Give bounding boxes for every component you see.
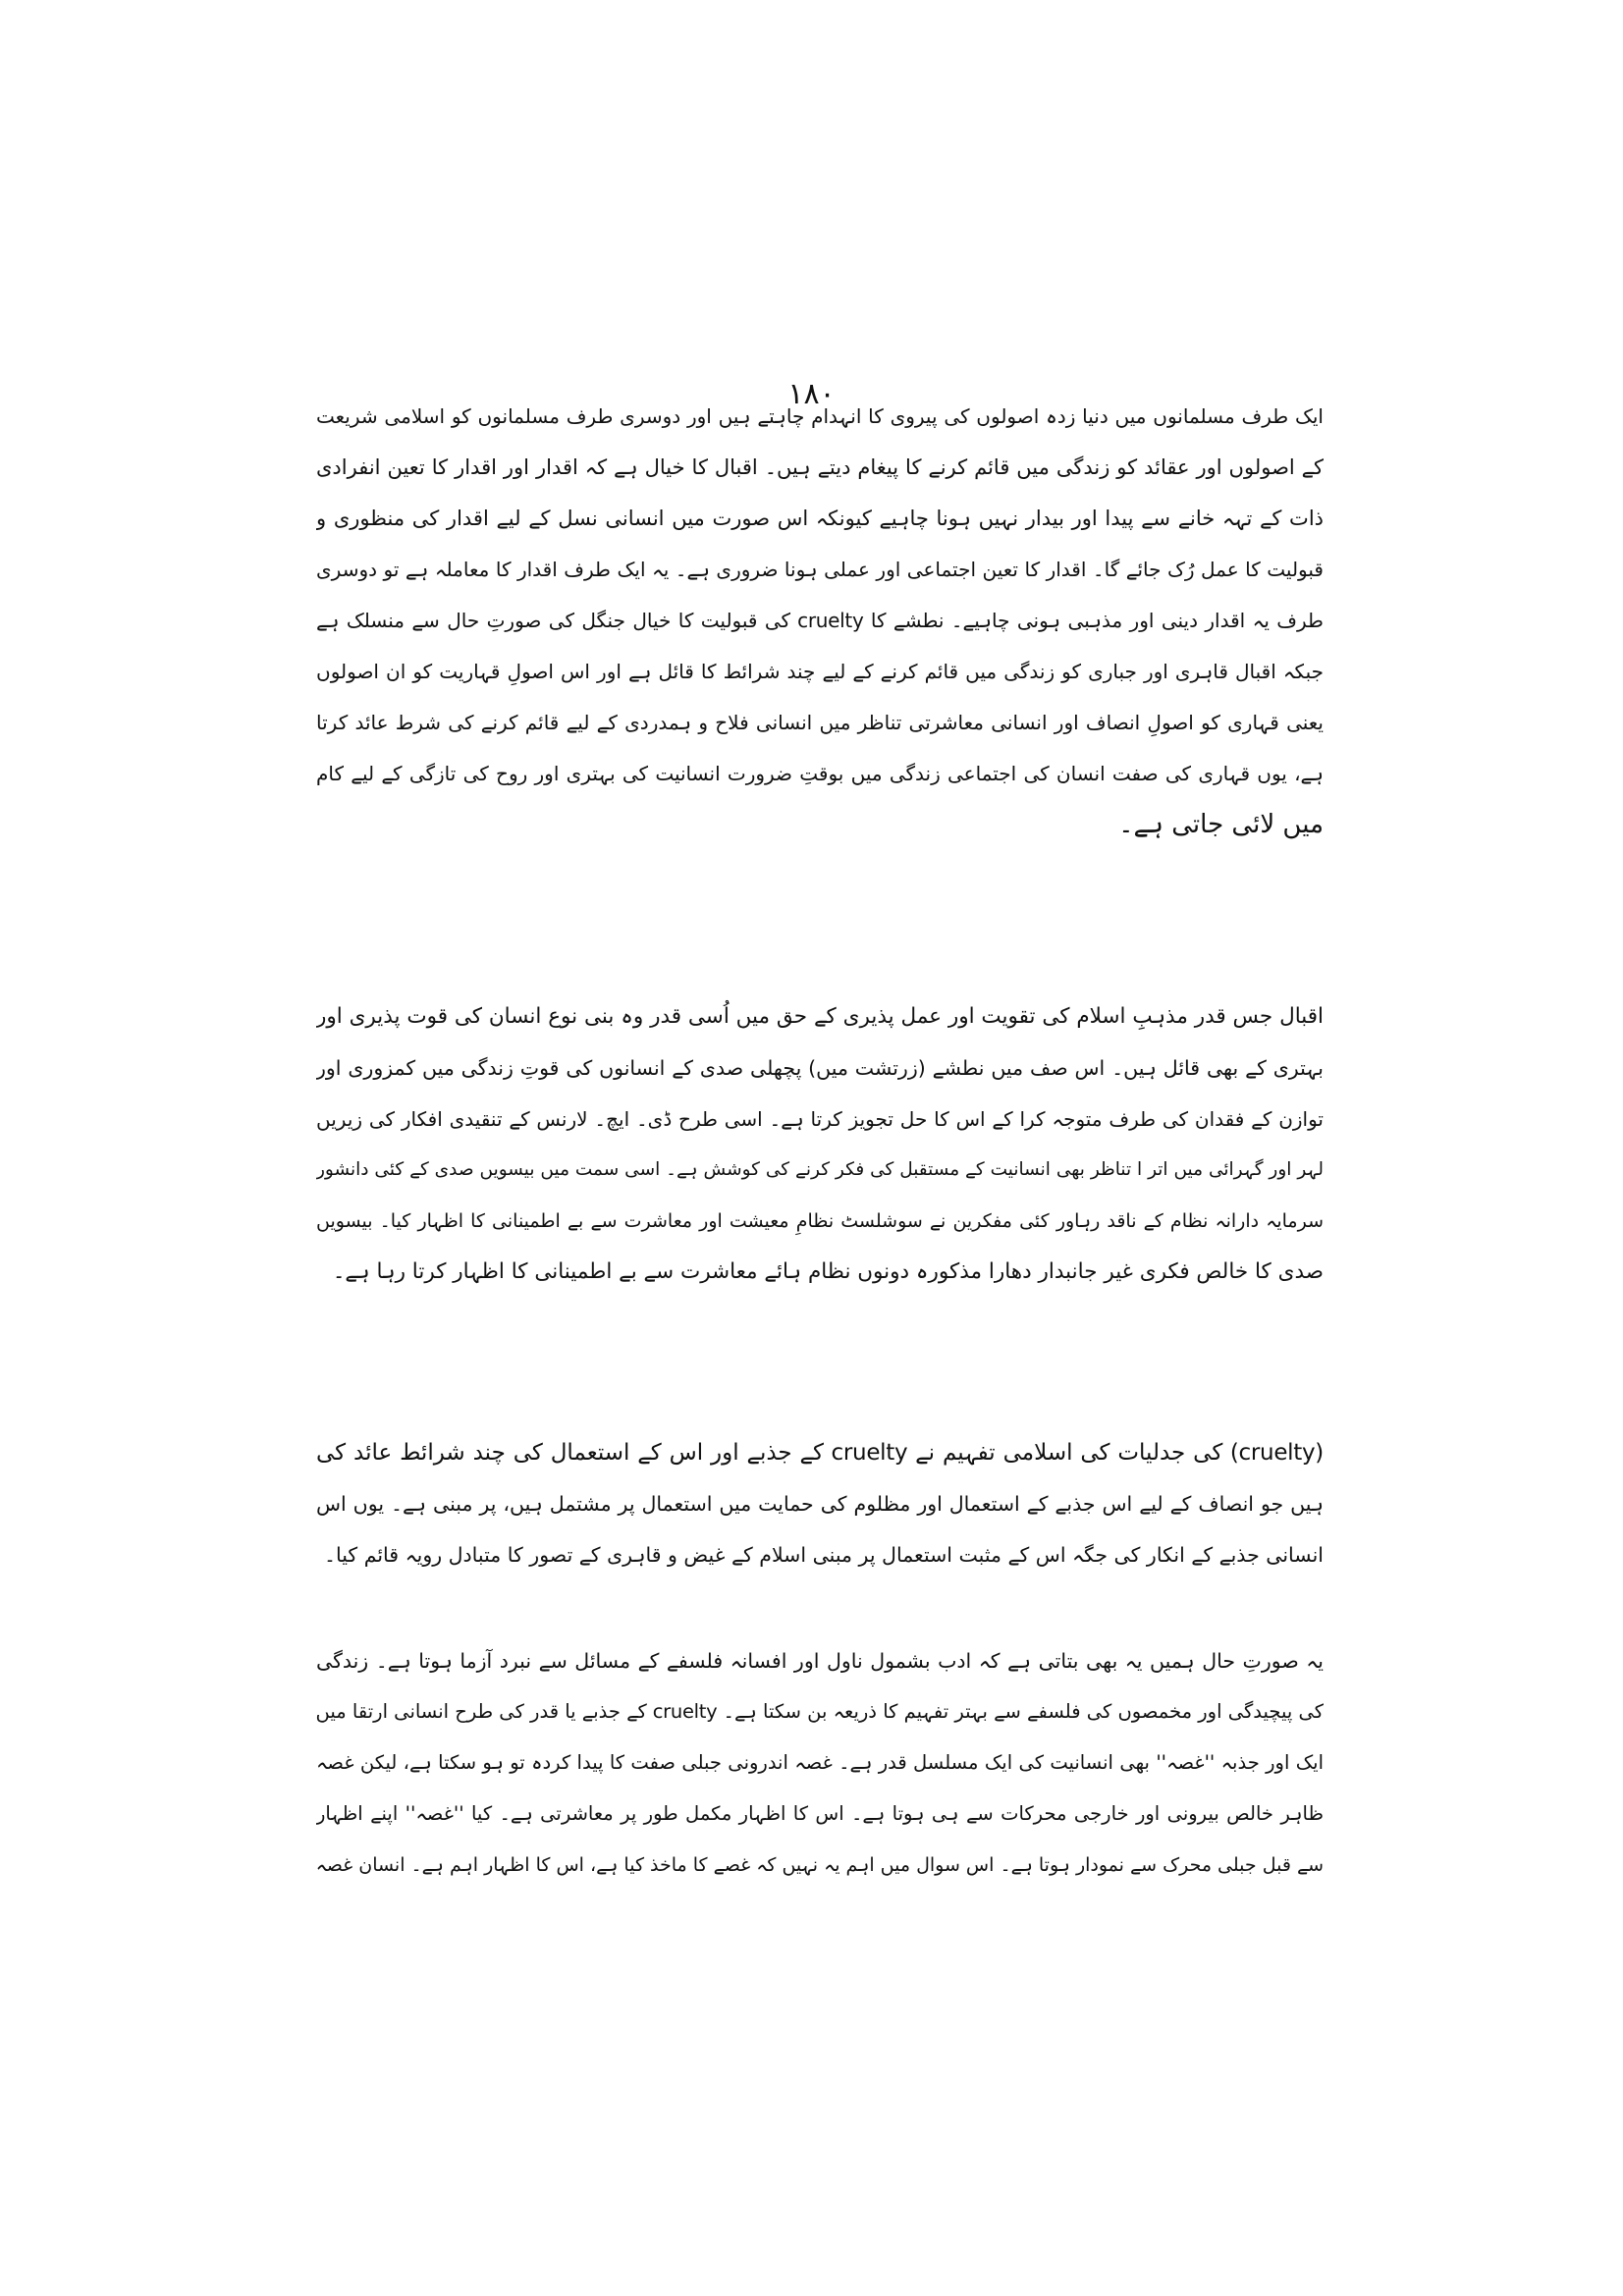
text-line: (cruelty) کی جدلیات کی اسلامی تفہیم نے cruelty کے جذبے اور اس کے استعمال کی چند شرائط عائد کی [316, 1440, 1324, 1466]
text-line: قبولیت کا عمل رُک جائے گا۔ اقدار کا تعین اجتماعی اور عملی ہونا ضروری ہے۔ یہ ایک طرف اقدار کا معاملہ ہے تو دوسری [316, 558, 1324, 581]
text-line: ذات کے تہہ خانے سے پیدا اور بیدار نہیں ہونا چاہیے کیونکہ اس صورت میں انسانی نسل کے لیے اقدار کی منظوری و [316, 507, 1324, 530]
text-line: لہر اور گہرائی میں اتر ا تناظر بھی انسانیت کے مستقبل کی فکر کرنے کی کوشش ہے۔ اسی سمت میں بیسویں صدی کے کئی دانشور [316, 1159, 1324, 1180]
paragraph-3 [316, 1427, 1324, 1580]
paragraph-2 [316, 991, 1324, 1298]
text-line: جبکہ اقبال قاہری اور جباری کو زندگی میں قائم کرنے کے لیے چند شرائط کا قائل ہے اور اس اصولِ قہاریت کو ان اصولوں [316, 660, 1324, 683]
text-line: سے قبل جبلی محرک سے نمودار ہوتا ہے۔ اس سوال میں اہم یہ نہیں کہ غصے کا ماخذ کیا ہے، اس کا اظہار اہم ہے۔ انسان غصہ [316, 1854, 1324, 1876]
text-line: طرف یہ اقدار دینی اور مذہبی ہونی چاہیے۔ نطشے کا cruelty کی قبولیت کا خیال جنگل کی صورتِ حال سے منسلک ہے [316, 609, 1324, 632]
text-line: ہے، یوں قہاری کی صفت انسان کی اجتماعی زندگی میں بوقتِ ضرورت انسانیت کی بہتری اور روح کی تازگی کے لیے کام [316, 762, 1324, 785]
paragraph-4 [316, 1635, 1324, 1891]
page-number: ۱۸۰ [787, 377, 836, 411]
text-line: بہتری کے بھی قائل ہیں۔ اس صف میں نطشے (زرتشت میں) پچھلی صدی کے انسانوں کی قوتِ زندگی میں کمزوری اور [316, 1056, 1324, 1080]
text-line: صدی کا خالص فکری غیر جانبدار دھارا مذکورہ دونوں نظام ہائے معاشرت سے بے اطمینانی کا اظہار کرتا رہا ہے۔ [332, 1259, 1324, 1284]
text-line: انسانی جذبے کے انکار کی جگہ اس کے مثبت استعمال پر مبنی اسلام کے غیض و قاہری کے تصور کا متبادل رویہ قائم کیا۔ [323, 1543, 1324, 1567]
text-line: کے اصولوں اور عقائد کو زندگی میں قائم کرنے کا پیغام دیتے ہیں۔ اقبال کا خیال ہے کہ اقدار اور اقدار کا تعین انفرادی [316, 455, 1324, 479]
text-line: ایک اور جذبہ ''غصہ'' بھی انسانیت کی ایک مسلسل قدر ہے۔ غصہ اندرونی جبلی صفت کا پیدا کردہ تو ہو سکتا ہے، لیکن غصہ [316, 1751, 1324, 1774]
text-line: ظاہر خالص بیرونی اور خارجی محرکات سے ہی ہوتا ہے۔ اس کا اظہار مکمل طور پر معاشرتی ہے۔ کیا ''غصہ'' اپنے اظہار [316, 1802, 1324, 1825]
text-line: کی پیچیدگی اور مخمصوں کی فلسفے سے بہتر تفہیم کا ذریعہ بن سکتا ہے۔ cruelty کے جذبے یا قدر کی طرح انسانی ارتقا میں [316, 1700, 1324, 1723]
text-line: توازن کے فقدان کی طرف متوجہ کرا کے اس کا حل تجویز کرتا ہے۔ اسی طرح ڈی۔ ایچ۔ لارنس کے تنقیدی افکار کی زیریں [316, 1107, 1324, 1131]
text-line: ایک طرف مسلمانوں میں دنیا زدہ اصولوں کی پیروی کا انہدام چاہتے ہیں اور دوسری طرف مسلمانوں کو اسلامی شریعت [316, 404, 1324, 428]
text-line: ہیں جو انصاف کے لیے اس جذبے کے استعمال اور مظلوم کی حمایت میں استعمال پر مشتمل ہیں، پر مبنی ہے۔ یوں اس [316, 1492, 1324, 1516]
text-line: یہ صورتِ حال ہمیں یہ بھی بتاتی ہے کہ ادب بشمول ناول اور افسانہ فلسفے کے مسائل سے نبرد آزما ہوتا ہے۔ زندگی [316, 1649, 1324, 1673]
text-line: اقبال جس قدر مذہبِ اسلام کی تقویت اور عمل پذیری کے حق میں اُسی قدر وہ بنی نوع انسان کی قوت پذیری اور [316, 1004, 1324, 1029]
text-line: سرمایہ دارانہ نظام کے ناقد رہاور کئی مفکرین نے سوشلسٹ نظامِ معیشت اور معاشرت سے بے اطمینانی کا اظہار کیا۔ بیسویں [316, 1210, 1324, 1232]
text-line: یعنی قہاری کو اصولِ انصاف اور انسانی معاشرتی تناظر میں انسانی فلاح و ہمدردی کے لیے قائم کرنے کی شرط عائد کرتا [316, 711, 1324, 734]
text-line: میں لائی جاتی ہے۔ [1118, 810, 1324, 839]
paragraph-1 [316, 391, 1324, 850]
